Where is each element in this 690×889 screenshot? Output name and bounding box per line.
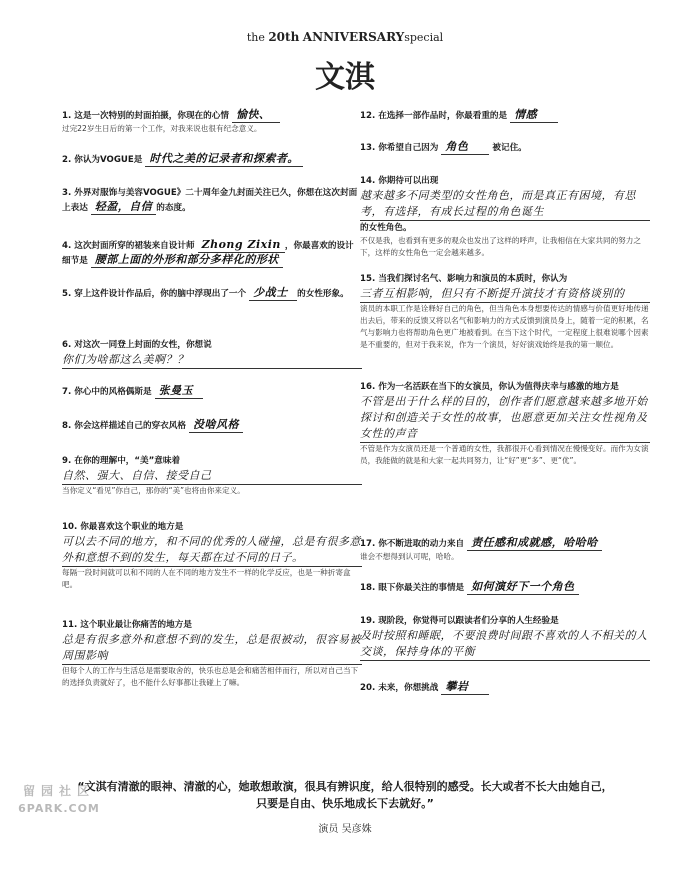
question-17: 17. 你不断进取的动力来自 责任感和成就感，哈哈哈 谁会不想得到认可呢，哈哈。 bbox=[360, 536, 650, 563]
question-7: 7. 你心中的风格偶斯是 张曼玉 bbox=[62, 384, 362, 399]
question-16: 16. 作为一名活跃在当下的女演员，你认为值得庆幸与感激的地方是 不管是出于什么样的目的，创作者们愿意越来越多地开始探讨和创造关于女性的故事，也愿意更加关注女性视角及女性的声音 不管是作为女演员还是一个普通的女性，我都很开心看到情况在慢慢变好。而作为女演员，我能做的就是和大家一起共同努力，让“好”更“多”、更“优”。 bbox=[360, 382, 649, 465]
question-8: 8. 你会这样描述自己的穿衣风格 没啥风格 bbox=[62, 418, 362, 433]
question-13: 13. 你希望自己因为 角色 被记住。 bbox=[360, 140, 527, 153]
question-10: 10. 你最喜欢这个职业的地方是 可以去不同的地方，和不同的优秀的人碰撞，总是有很多意外和意想不到的发生，每天都在过不同的日子。 每隔一段时间就可以和不同的人在不同的地方发生不一样的化学反应，也是一种折寄盒吧。 bbox=[62, 522, 361, 589]
question-20: 20. 未来，你想挑战 攀岩 bbox=[360, 680, 650, 695]
question-15: 15. 当我们探讨名气、影响力和演员的本质时，你认为 三者互相影响，但只有不断提升演技才有资格谈别的 演员的本职工作是诠释好自己的角色，但当角色本身想要传达的情感与价值更好地传递出去后，带来的反馈又将以名气和影响力的方式反馈到演员身上，随着一定的积累，名气与影响力也将帮助角色更广地被看到。在当下这个时代，一定程度上很难说哪个因素是不重要的，但对于我来说，作为一个演员，好好演戏始终是我的第一顺位。 bbox=[360, 274, 649, 349]
quote-byline: 演员 吴彦姝 bbox=[318, 824, 372, 835]
question-3: 3. 外界对服饰与美容VOGUE》二十周年金九封面关注已久，你想在这次封面上表达 轻盈，自信 的态度。 bbox=[62, 188, 358, 213]
question-2: 2. 你认为VOGUE是 时代之美的记录者和探索者。 bbox=[62, 152, 362, 167]
page-title: 文淇 bbox=[315, 60, 375, 95]
closing-quote: “文淇有清澈的眼神、清澈的心，她敢想敢演，很具有辨识度，给人很特别的感受。长大或者不长大由她自己， 只要是自由、快乐地成长下去就好。” bbox=[77, 780, 613, 810]
question-18: 18. 眼下你最关注的事情是 如何演好下一个角色 bbox=[360, 580, 650, 595]
question-6: 6. 对这次一同登上封面的女性，你想说 你们为啥都这么美啊？？ bbox=[62, 338, 362, 369]
question-4: 4. 这次封面所穿的裙装来自设计师 Zhong Zixin ，你最喜欢的设计细节是 腰部上面的外形和部分多样化的形状 bbox=[62, 238, 354, 266]
anniversary-header: the 20th ANNIVERSARYspecial bbox=[246, 30, 444, 44]
watermark-url: 6PARK.COM bbox=[18, 802, 100, 815]
question-11: 11. 这个职业最让你痛苦的地方是 总是有很多意外和意想不到的发生，总是很被动，很容易被周围影响 但每个人的工作与生活总是需要取舍的，快乐也总是会和痛苦相伴而行，所以对自己当下的选择负责就好了，也不能什么好事都让我碰上了嘛。 bbox=[62, 620, 361, 687]
question-14: 14. 你期待可以出现 越来越多不同类型的女性角色，而是真正有困境，有思考，有选择，有成长过程的角色诞生 的女性角色。 不仅是我，也看到有更多的观众也发出了这样的呼声，让我相信在大家共同的努力之下，这样的女性角色一定会越来越多。 bbox=[360, 174, 650, 259]
question-1: 1. 这是一次特别的封面拍摄，你现在的心情 愉快、 过完22岁生日后的第一个工作，对我来说也很有纪念意义。 bbox=[62, 108, 362, 135]
question-19: 19. 现阶段，你觉得可以跟读者们分享的人生经验是 及时按照和睡眠，不要浪费时间跟不喜欢的人不相关的人交谈，保持身体的平衡 bbox=[360, 614, 650, 661]
question-12: 12. 在选择一部作品时，你最看重的是 情感 bbox=[360, 108, 650, 123]
watermark-logo: 留园社区 bbox=[22, 784, 95, 798]
question-5: 5. 穿上这件设计作品后，你的脑中浮现出了一个 少战士 的女性形象。 bbox=[62, 286, 349, 299]
question-9: 9. 在你的理解中，“美”意味着 自然、强大、自信、接受自己 当你定义“看见”你自己，那你的“美”也将由你来定义。 bbox=[62, 454, 362, 497]
